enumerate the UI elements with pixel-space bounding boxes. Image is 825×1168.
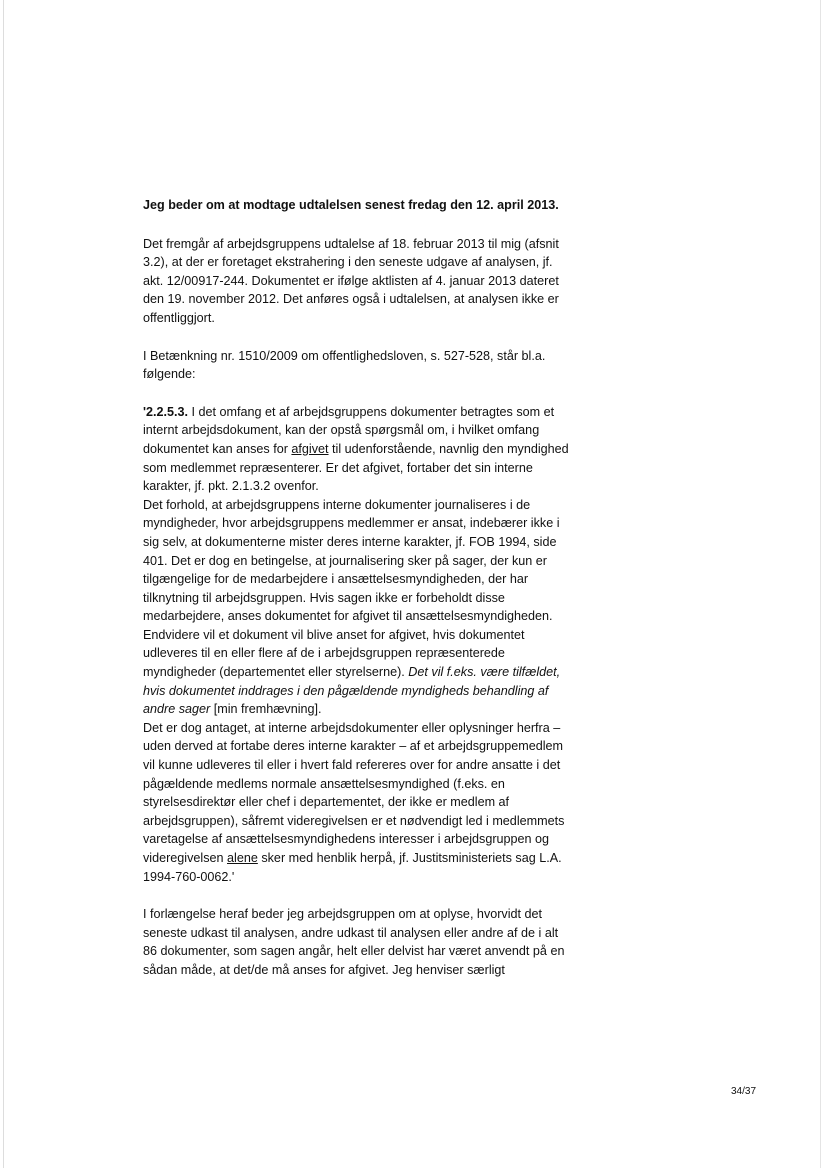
emphasized-text: Det vil f.eks. være tilfældet, hvis dokumentet inddrages i den pågældende myndigheds behandling af andre sager (143, 665, 561, 717)
quote-paragraph-3: Endvidere vil et dokument vil blive anset for afgivet, hvis dokumentet udleveres til en eller flere af de i arbejdsgruppen repræsenterede myndigheder (departementet eller styrelserne). Det vil f.eks. være tilfældet, hvis dokumentet inddrages i den pågældende myndigheds behandling af andre sager [min fremhævning]. (143, 627, 561, 717)
quote-paragraph-2: Det forhold, at arbejdsgruppens interne dokumenter journaliseres i de myndigheder, hvor arbejdsgruppens medlemmer er ansat, indebærer ikke i sig selv, at dokumenterne mister deres interne karakter, jf. FOB 1994, side 401. Det er dog en betingelse, at journalisering sker på sager, der kun er tilgængelige for de medarbejdere i ansættelsesmyndigheden, der har tilknytning til arbejdsgruppen. Hvis sagen ikke er forbeholdt disse medarbejdere, anses dokumentet for afgivet til ansættelsesmyndigheden. (143, 497, 560, 624)
quote-paragraph-4: Det er dog antaget, at interne arbejdsdokumenter eller oplysninger herfra – uden derved at fortabe deres interne karakter – af et arbejdsgruppemedlem vil kunne udleveres til eller i hvert fald refereres over for andre ansatte i det pågældende medlems normale ansættelsesmyndighed (f.eks. en styrelsesdirektør eller chef i departementet, der ikke er medlem af arbejdsgruppen), såfremt videregivelsen er et nødvendigt led i medlemmets varetagelse af ansættelsesmyndighedens interesser i arbejdsgruppen og videregivelsen alene sker med henblik herpå, jf. Justitsministeriets sag L.A. 1994-760-0062.' (143, 720, 565, 884)
deadline-heading: Jeg beder om at modtage udtalelsen senest fredag den 12. april 2013. (143, 198, 559, 212)
quotation-block (143, 403, 573, 886)
paragraph-report-reference: I Betænkning nr. 1510/2009 om offentlighedsloven, s. 527-528, står bl.a. følgende: (143, 348, 546, 382)
scan-edge-right (820, 0, 821, 1168)
underlined-term-afgivet: afgivet (291, 441, 329, 456)
scan-edge-left (3, 0, 4, 1168)
underlined-term-alene: alene (227, 851, 258, 865)
paragraph-analysis-extraction: Det fremgår af arbejdsgruppens udtalelse af 18. februar 2013 til mig (afsnit 3.2), at der er foretaget ekstrahering i den seneste udgave af analysen, jf. akt. 12/00917-244. Dokumentet er ifølge aktlisten af 4. januar 2013 dateret den 19. november 2012. Det anføres også i udtalelsen, at analysen ikke er offentliggjort. (143, 236, 559, 325)
paragraph-request: I forlængelse heraf beder jeg arbejdsgruppen om at oplyse, hvorvidt det seneste udkast til analysen, andre udkast til analysen eller andre af de i alt 86 dokumenter, som sagen angår, helt eller delvist har været anvendt på en sådan måde, at det/de må anses for afgivet. Jeg henviser særligt (143, 907, 565, 977)
quote-paragraph-1: '2.2.5.3. I det omfang et af arbejdsgruppens dokumenter betragtes som et internt arbejdsdokument, kan der opstå spørgsmål om, i hvilket omfang dokumentet kan anses for afgivet til udenforstående, navnlig den myndighed som medlemmet repræsenterer. Er det afgivet, fortaber det sin interne karakter, jf. pkt. 2.1.3.2 ovenfor. (143, 404, 569, 494)
page-number: 34/37 (731, 1086, 757, 1097)
quote-section-number: '2.2.5.3. (143, 404, 189, 419)
letter-body (143, 196, 573, 980)
